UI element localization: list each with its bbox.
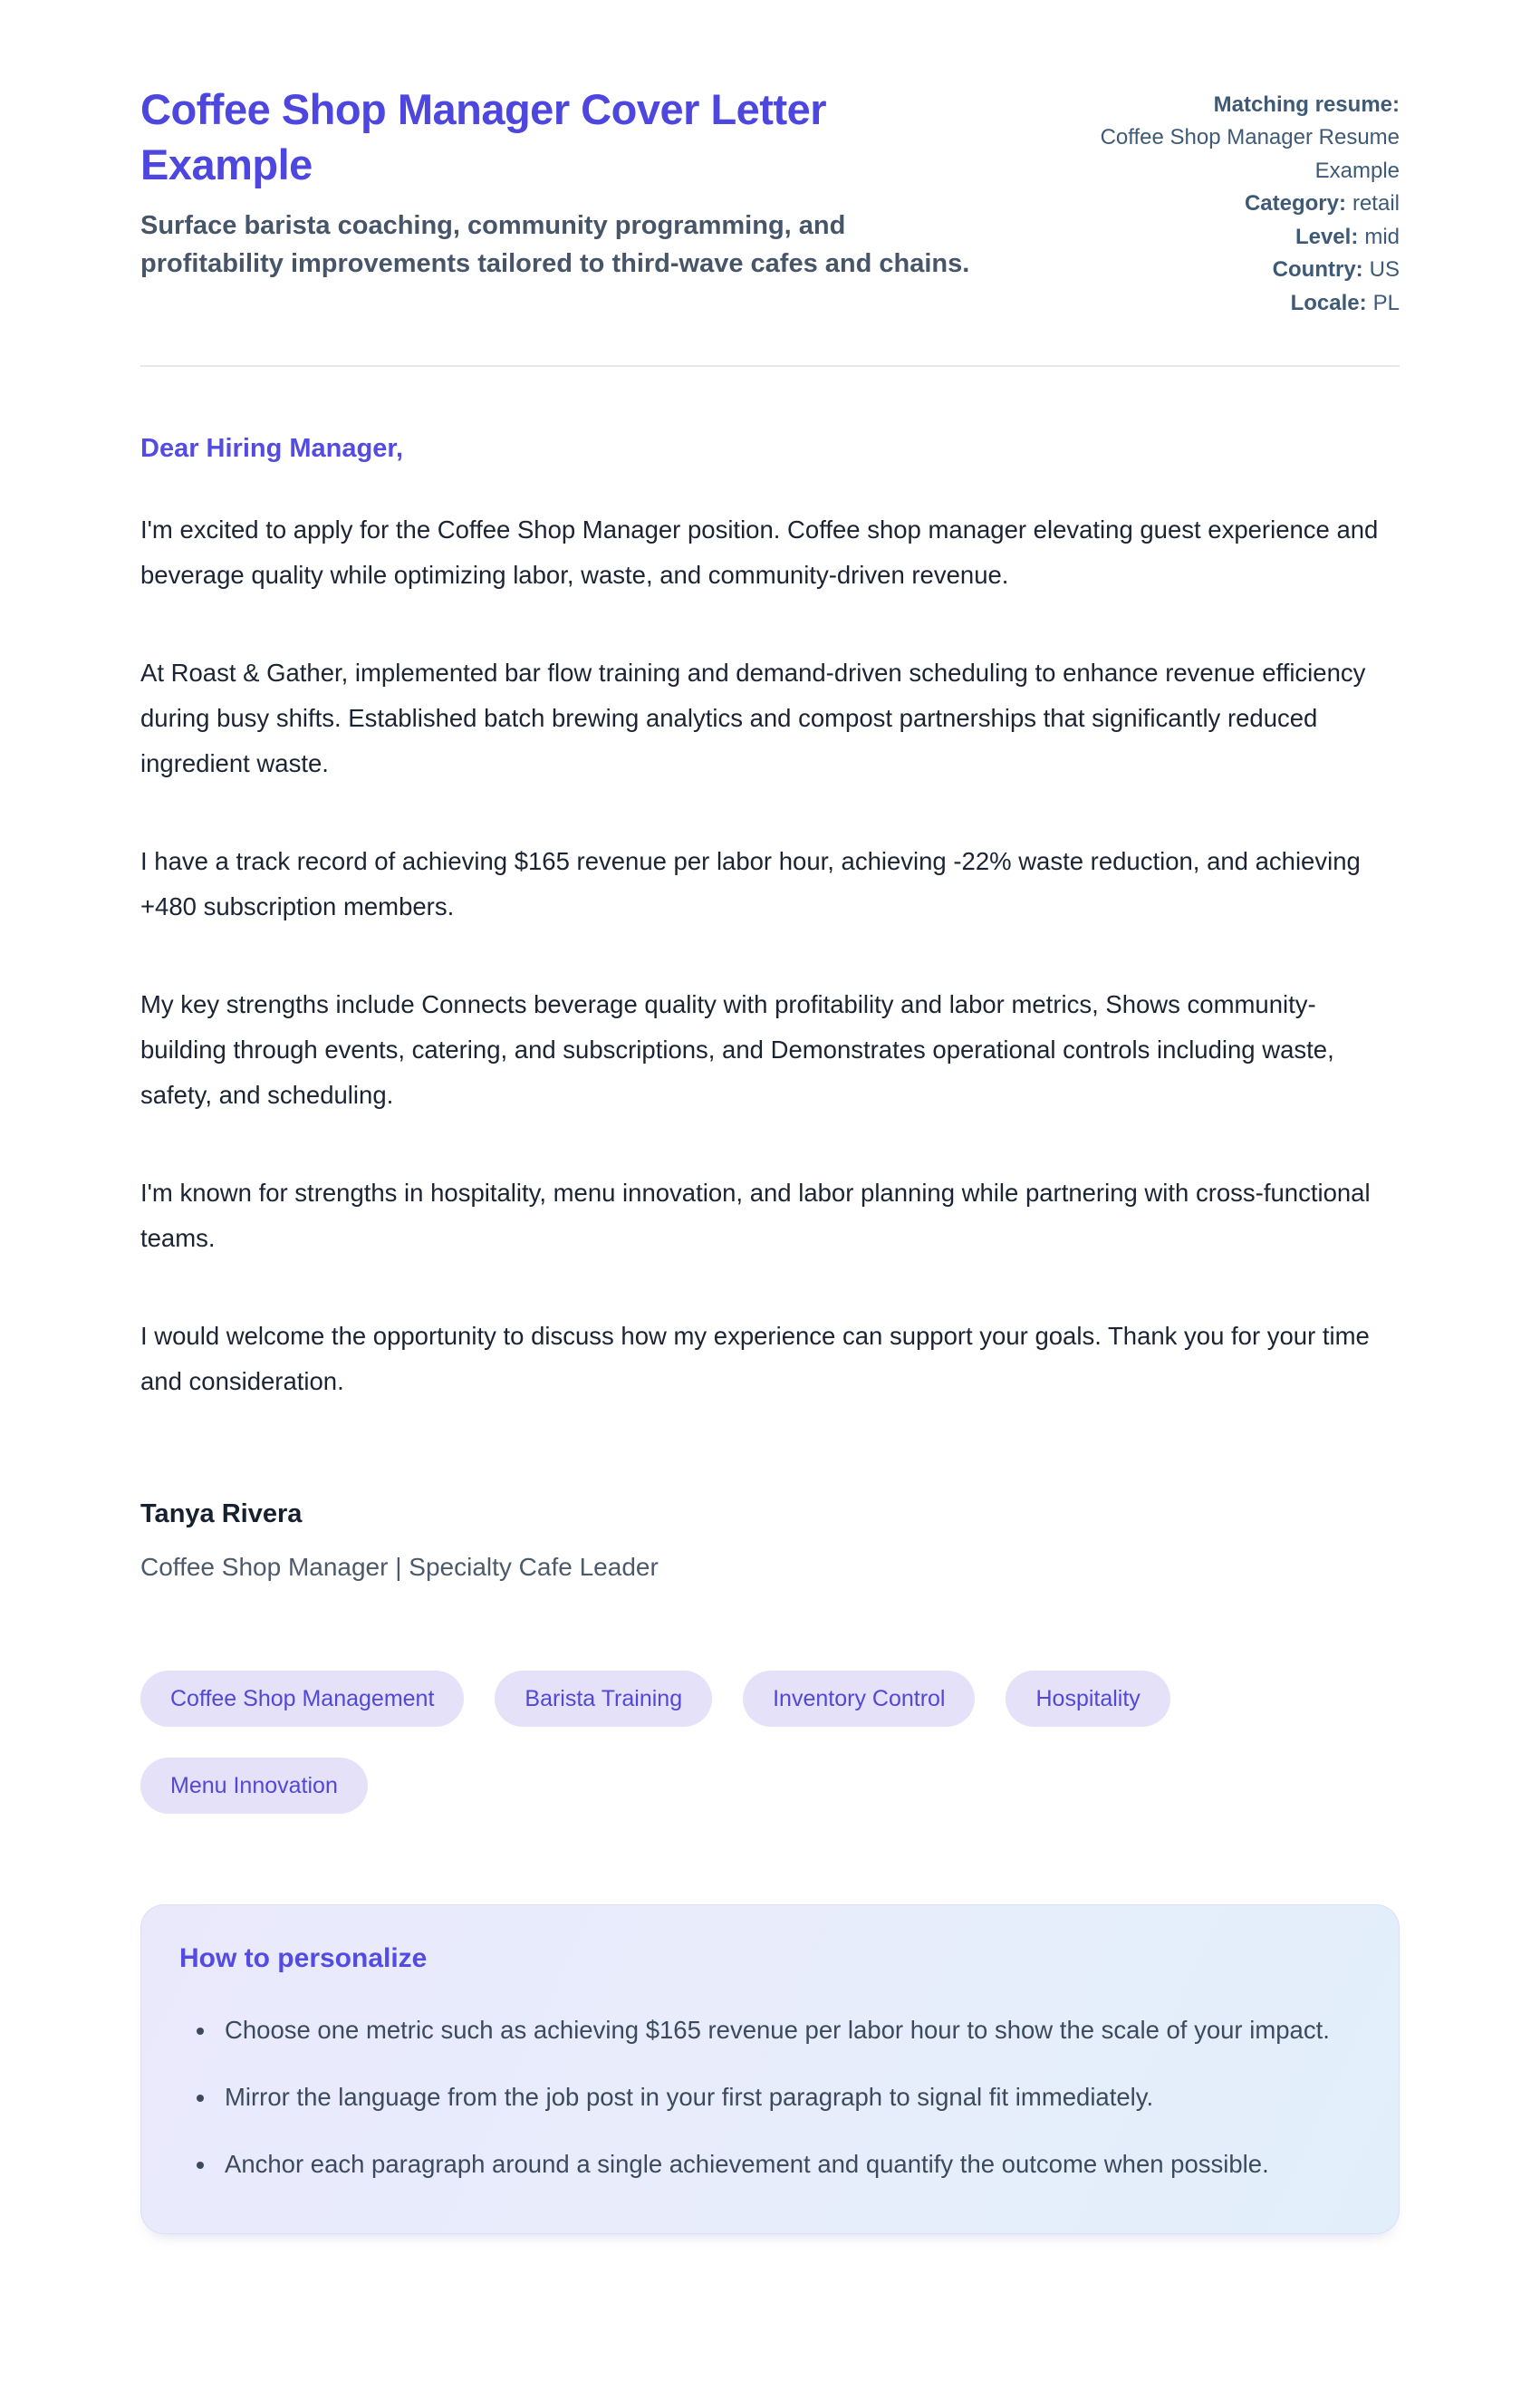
letter-paragraph: I'm excited to apply for the Coffee Shop Manager position. Coffee shop manager elevating guest experience and beverage quality while optimizing labor, waste, and community-driven revenue.: [140, 515, 1379, 590]
header-divider: [140, 365, 1400, 367]
meta-field-value: PL: [1372, 290, 1400, 315]
tip-item: • Choose one metric such as achieving $165 revenue per labor hour to show the scale of your impact.: [217, 2009, 1344, 2052]
skill-tags: [140, 1671, 1400, 1814]
meta-field-label: Level:: [1295, 224, 1359, 249]
meta-field-level: [1010, 221, 1400, 254]
letter-paragraph: At Roast & Gather, implemented bar flow training and demand-driven scheduling to enhance revenue efficiency during busy shifts. Established batch brewing analytics and compost partnerships that significantly reduced ingredient waste.: [140, 659, 1366, 778]
meta-field-country: [1010, 254, 1400, 286]
meta-field-value: retail: [1352, 191, 1400, 217]
skill-tag-hospitality[interactable]: Hospitality: [1006, 1671, 1169, 1727]
meta-field-value: US: [1369, 257, 1400, 283]
skill-tag-barista-training[interactable]: Barista Training: [495, 1671, 712, 1727]
skill-tag-coffee-shop-management[interactable]: Coffee Shop Management: [140, 1671, 464, 1727]
meta-panel: [1010, 82, 1400, 320]
skill-tag-menu-innovation[interactable]: Menu Innovation: [140, 1758, 368, 1814]
how-to-personalize-box: [140, 1904, 1400, 2234]
letter-body: [140, 507, 1400, 1404]
signature-name: Tanya Rivera: [140, 1499, 303, 1529]
tip-item: • Anchor each paragraph around a single achievement and quantify the outcome when possible.: [217, 2143, 1344, 2186]
page-subtitle: Surface barista coaching, community programming, and profitability improvements tailored to third-wave cafes and chains.: [140, 211, 970, 279]
letter-salutation: Dear Hiring Manager,: [140, 434, 404, 464]
skill-tag-inventory-control[interactable]: Inventory Control: [743, 1671, 975, 1727]
page-title: Coffee Shop Manager Cover Letter Example: [140, 85, 827, 189]
matching-resume-label: Matching resume:: [1213, 92, 1400, 117]
signature-role: Coffee Shop Manager | Specialty Cafe Leader: [140, 1553, 659, 1582]
meta-field-label: Country:: [1272, 257, 1363, 283]
tips-list: [179, 2009, 1344, 2186]
letter-paragraph: I have a track record of achieving $165 revenue per labor hour, achieving -22% waste reduction, and achieving +480 subscription members.: [140, 847, 1361, 921]
header: [140, 82, 1400, 320]
tip-item: • Mirror the language from the job post in your first paragraph to signal fit immediately.: [217, 2076, 1344, 2119]
header-title-block: [140, 82, 974, 283]
letter-paragraph: I would welcome the opportunity to discuss how my experience can support your goals. Thank you for your time and consideration.: [140, 1322, 1370, 1396]
meta-field-category: [1010, 188, 1400, 220]
letter-paragraph: I'm known for strengths in hospitality, menu innovation, and labor planning while partnering with cross-functional teams.: [140, 1179, 1371, 1253]
meta-field-label: Category:: [1244, 191, 1346, 217]
letter-paragraph: My key strengths include Connects beverage quality with profitability and labor metrics, Shows community-building through events, catering, and subscriptions, and Demonstrates operational controls including waste, safety, and scheduling.: [140, 990, 1334, 1110]
meta-field-label: Locale:: [1290, 290, 1367, 315]
tips-heading: How to personalize: [179, 1943, 428, 1974]
meta-field-locale: [1010, 287, 1400, 320]
matching-resume-link[interactable]: Coffee Shop Manager Resume Example: [1100, 125, 1400, 183]
meta-field-value: mid: [1364, 224, 1400, 249]
